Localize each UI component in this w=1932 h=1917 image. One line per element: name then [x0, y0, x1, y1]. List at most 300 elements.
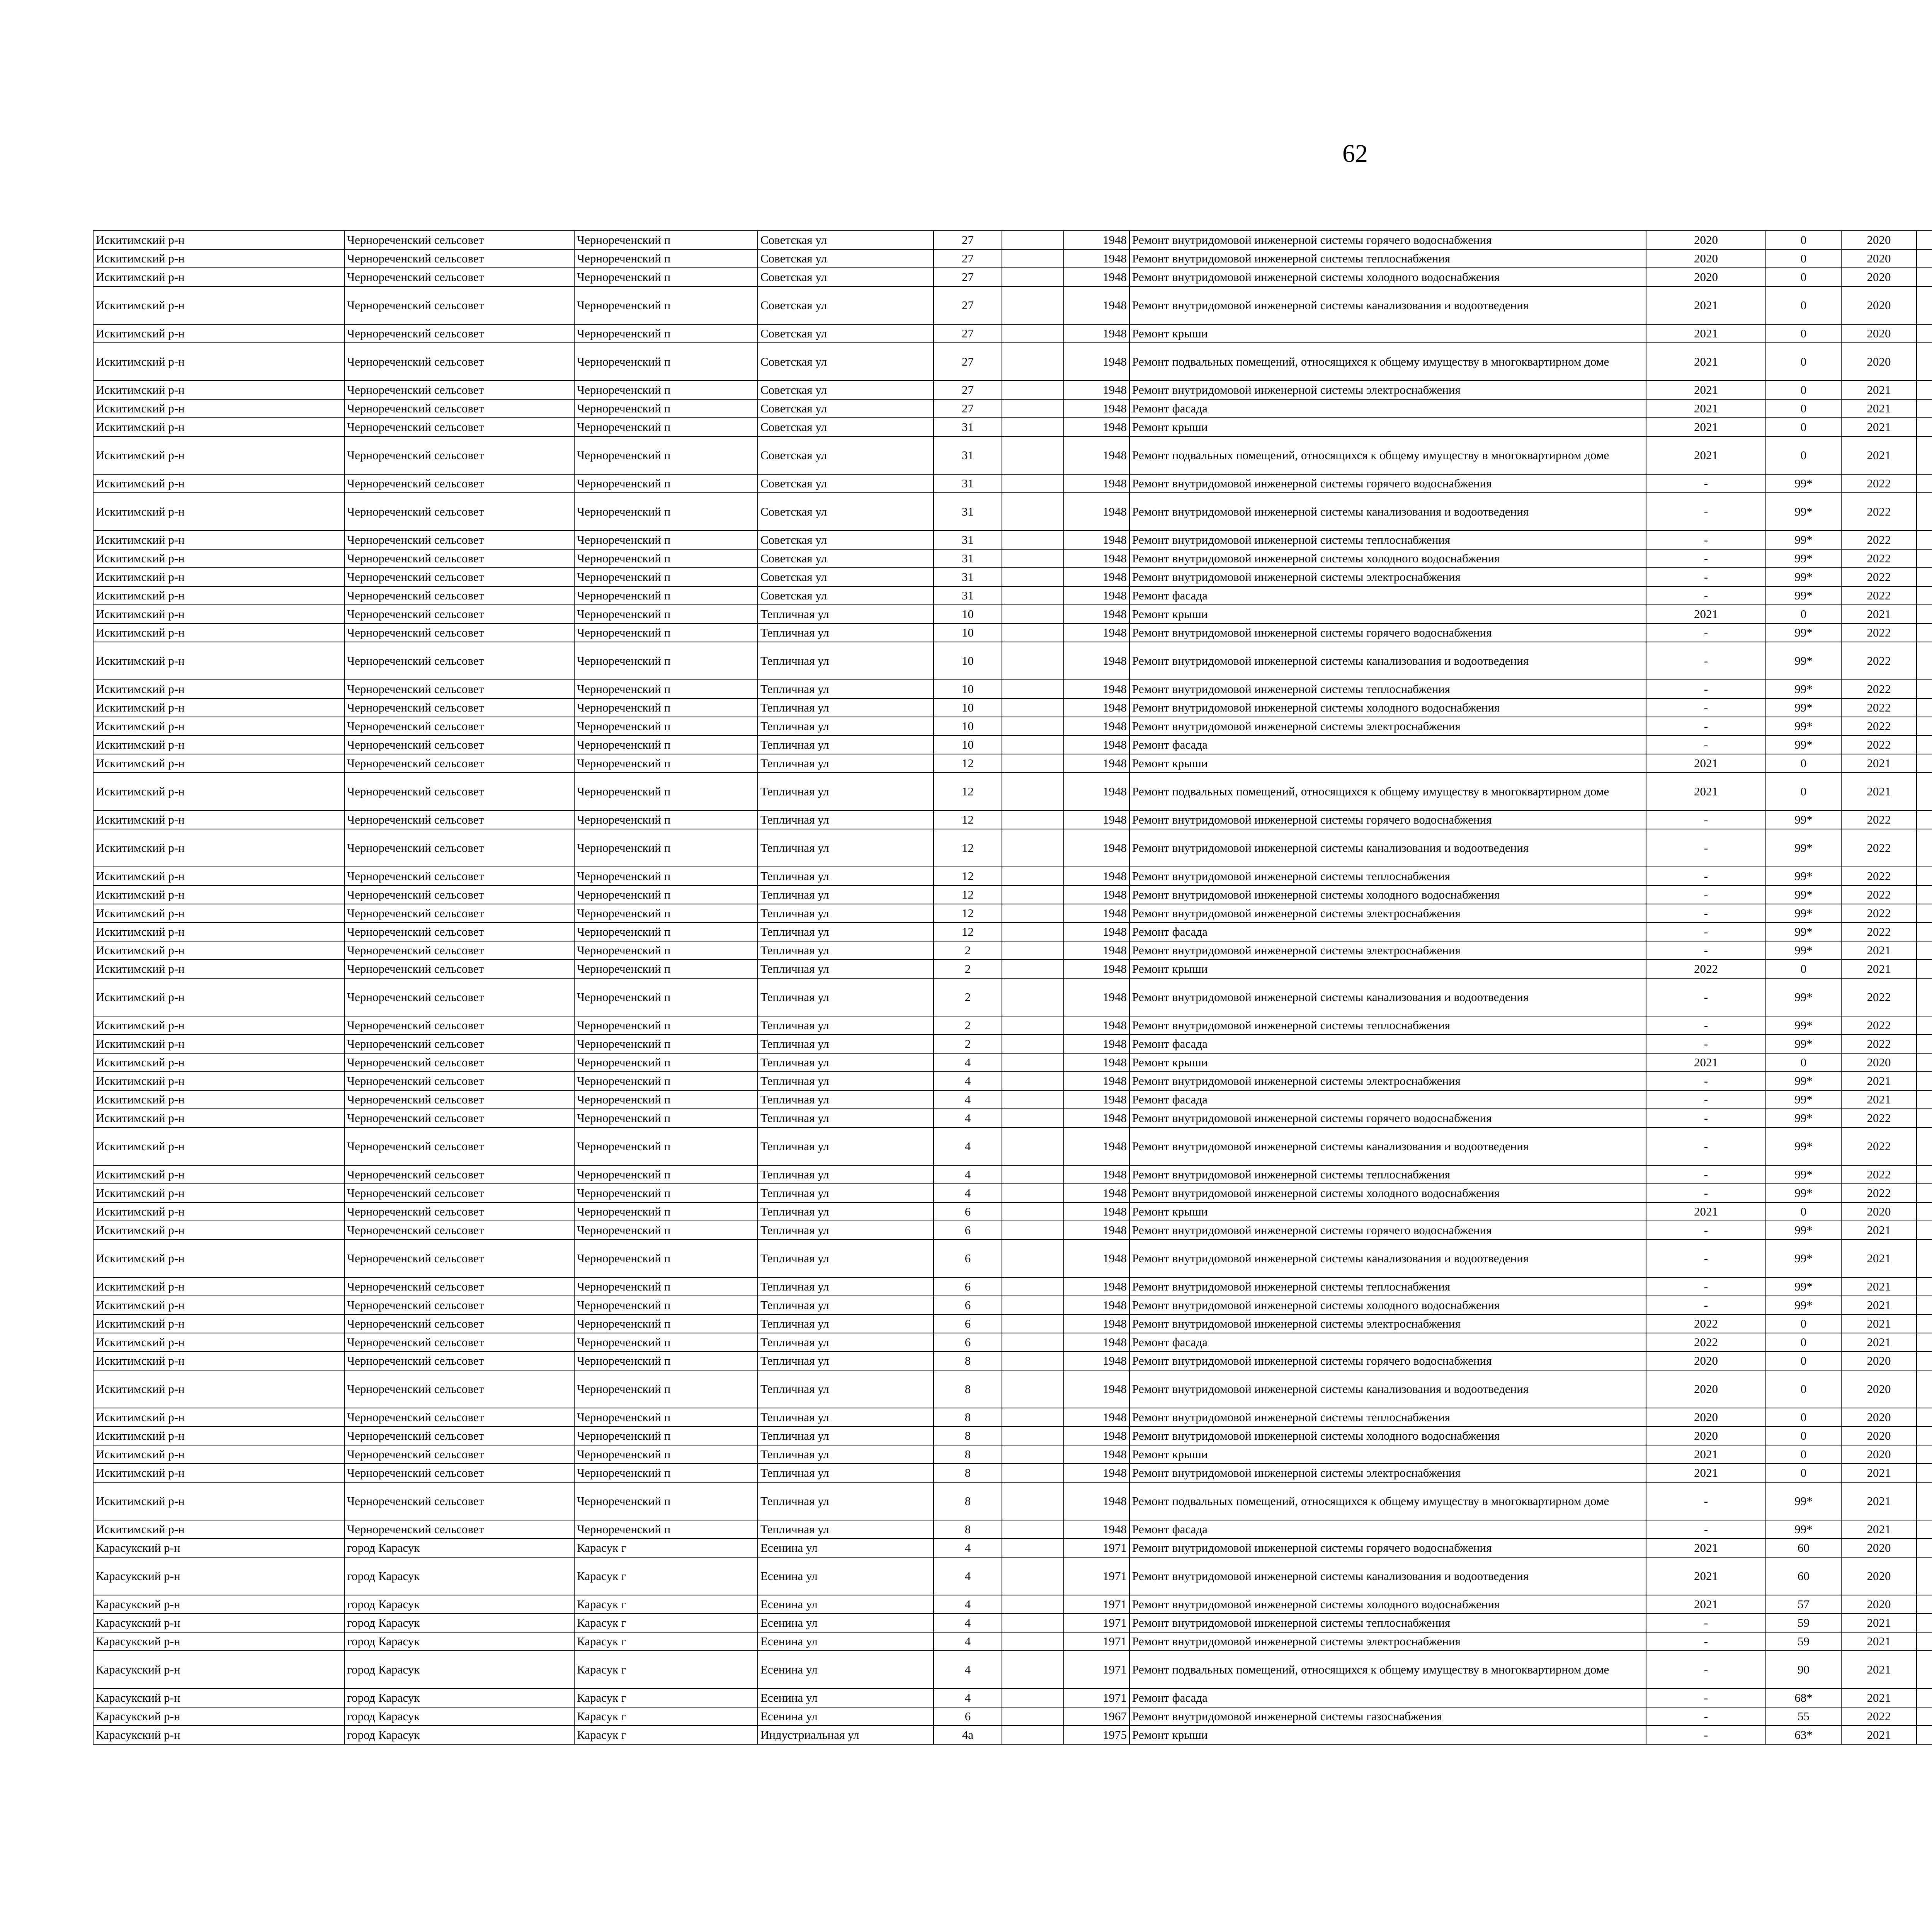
district-cell: Искитимский р-н [93, 1296, 344, 1314]
end-year-cell [1917, 249, 1932, 268]
start-year-cell: 2021 [1841, 399, 1917, 418]
district-cell: Искитимский р-н [93, 1053, 344, 1072]
table-row [93, 978, 1932, 1016]
district-cell: Искитимский р-н [93, 867, 344, 885]
district-cell: Карасукский р-н [93, 1539, 344, 1557]
wear-percent-cell: 0 [1766, 605, 1841, 623]
building-cell [1002, 268, 1064, 286]
district-cell: Искитимский р-н [93, 680, 344, 698]
building-cell [1002, 1689, 1064, 1707]
work-type-cell: Ремонт внутридомовой инженерной системы электроснабжения [1129, 941, 1646, 960]
municipality-cell: город Карасук [344, 1557, 574, 1595]
start-year-cell: 2020 [1841, 249, 1917, 268]
street-cell: Тепличная ул [758, 1314, 934, 1333]
work-type-cell: Ремонт фасада [1129, 1333, 1646, 1352]
street-cell: Тепличная ул [758, 1352, 934, 1370]
wear-percent-cell: 99* [1766, 586, 1841, 605]
planned-year-cell: - [1646, 1651, 1766, 1689]
building-cell [1002, 586, 1064, 605]
municipality-cell: Чернореченский сельсовет [344, 960, 574, 978]
building-cell [1002, 568, 1064, 586]
planned-year-cell: 2020 [1646, 1427, 1766, 1445]
table-row [93, 1090, 1932, 1109]
start-year-cell: 2022 [1841, 829, 1917, 867]
district-cell: Искитимский р-н [93, 381, 344, 399]
wear-percent-cell: 0 [1766, 1314, 1841, 1333]
work-type-cell: Ремонт крыши [1129, 1053, 1646, 1072]
table-row [93, 904, 1932, 923]
planned-year-cell: - [1646, 549, 1766, 568]
work-type-cell: Ремонт подвальных помещений, относящихся к общему имуществу в многоквартирном доме [1129, 1651, 1646, 1689]
settlement-cell: Чернореченский п [574, 286, 758, 324]
wear-percent-cell: 0 [1766, 1408, 1841, 1427]
municipality-cell: Чернореченский сельсовет [344, 1035, 574, 1053]
planned-year-cell: - [1646, 978, 1766, 1016]
start-year-cell: 2021 [1841, 418, 1917, 436]
work-type-cell: Ремонт внутридомовой инженерной системы канализования и водоотведения [1129, 642, 1646, 680]
building-cell [1002, 717, 1064, 735]
wear-percent-cell: 59 [1766, 1614, 1841, 1632]
end-year-cell [1917, 1539, 1932, 1557]
house-number-cell: 12 [934, 904, 1002, 923]
street-cell: Тепличная ул [758, 1165, 934, 1184]
end-year-cell [1917, 1221, 1932, 1239]
building-cell [1002, 605, 1064, 623]
settlement-cell: Чернореченский п [574, 531, 758, 549]
settlement-cell: Карасук г [574, 1632, 758, 1651]
year-built-cell: 1948 [1064, 773, 1129, 810]
work-type-cell: Ремонт фасада [1129, 1689, 1646, 1707]
year-built-cell: 1948 [1064, 1482, 1129, 1520]
wear-percent-cell: 60 [1766, 1557, 1841, 1595]
table-row [93, 1427, 1932, 1445]
table-row [93, 549, 1932, 568]
building-cell [1002, 436, 1064, 474]
house-number-cell: 2 [934, 1035, 1002, 1053]
planned-year-cell: - [1646, 1016, 1766, 1035]
end-year-cell [1917, 717, 1932, 735]
wear-percent-cell: 99* [1766, 1277, 1841, 1296]
building-cell [1002, 1557, 1064, 1595]
settlement-cell: Чернореченский п [574, 605, 758, 623]
street-cell: Советская ул [758, 493, 934, 531]
municipality-cell: Чернореченский сельсовет [344, 474, 574, 493]
municipality-cell: Чернореченский сельсовет [344, 268, 574, 286]
end-year-cell [1917, 810, 1932, 829]
house-number-cell: 27 [934, 286, 1002, 324]
start-year-cell: 2021 [1841, 754, 1917, 773]
house-number-cell: 31 [934, 586, 1002, 605]
start-year-cell: 2020 [1841, 324, 1917, 343]
building-cell [1002, 680, 1064, 698]
district-cell: Искитимский р-н [93, 1127, 344, 1165]
work-type-cell: Ремонт подвальных помещений, относящихся к общему имуществу в многоквартирном доме [1129, 773, 1646, 810]
house-number-cell: 6 [934, 1707, 1002, 1726]
planned-year-cell: 2021 [1646, 1539, 1766, 1557]
settlement-cell: Чернореченский п [574, 885, 758, 904]
building-cell [1002, 1651, 1064, 1689]
building-cell [1002, 1539, 1064, 1557]
end-year-cell [1917, 1277, 1932, 1296]
wear-percent-cell: 0 [1766, 436, 1841, 474]
table-row [93, 1277, 1932, 1296]
municipality-cell: Чернореченский сельсовет [344, 493, 574, 531]
house-number-cell: 12 [934, 773, 1002, 810]
house-number-cell: 6 [934, 1314, 1002, 1333]
street-cell: Тепличная ул [758, 1464, 934, 1482]
settlement-cell: Чернореченский п [574, 810, 758, 829]
start-year-cell: 2021 [1841, 1277, 1917, 1296]
start-year-cell: 2022 [1841, 568, 1917, 586]
year-built-cell: 1971 [1064, 1539, 1129, 1557]
street-cell: Тепличная ул [758, 642, 934, 680]
table-row [93, 1016, 1932, 1035]
wear-percent-cell: 0 [1766, 399, 1841, 418]
municipality-cell: Чернореченский сельсовет [344, 680, 574, 698]
municipality-cell: Чернореченский сельсовет [344, 735, 574, 754]
district-cell: Искитимский р-н [93, 923, 344, 941]
table-row [93, 381, 1932, 399]
end-year-cell [1917, 531, 1932, 549]
year-built-cell: 1948 [1064, 1427, 1129, 1445]
building-cell [1002, 1296, 1064, 1314]
municipality-cell: Чернореченский сельсовет [344, 1239, 574, 1277]
year-built-cell: 1948 [1064, 1445, 1129, 1464]
start-year-cell: 2022 [1841, 717, 1917, 735]
house-number-cell: 10 [934, 698, 1002, 717]
table-row [93, 268, 1932, 286]
building-cell [1002, 1632, 1064, 1651]
work-type-cell: Ремонт фасада [1129, 399, 1646, 418]
building-cell [1002, 474, 1064, 493]
start-year-cell: 2020 [1841, 1427, 1917, 1445]
building-cell [1002, 1595, 1064, 1614]
municipality-cell: Чернореченский сельсовет [344, 1053, 574, 1072]
municipality-cell: Чернореченский сельсовет [344, 885, 574, 904]
start-year-cell: 2022 [1841, 680, 1917, 698]
wear-percent-cell: 99* [1766, 735, 1841, 754]
year-built-cell: 1948 [1064, 1464, 1129, 1482]
work-type-cell: Ремонт внутридомовой инженерной системы газоснабжения [1129, 1707, 1646, 1726]
start-year-cell: 2021 [1841, 605, 1917, 623]
end-year-cell [1917, 381, 1932, 399]
table-row [93, 1165, 1932, 1184]
year-built-cell: 1948 [1064, 978, 1129, 1016]
street-cell: Тепличная ул [758, 1109, 934, 1127]
wear-percent-cell: 59 [1766, 1632, 1841, 1651]
wear-percent-cell: 57 [1766, 1595, 1841, 1614]
work-type-cell: Ремонт внутридомовой инженерной системы холодного водоснабжения [1129, 1427, 1646, 1445]
settlement-cell: Карасук г [574, 1557, 758, 1595]
planned-year-cell: - [1646, 923, 1766, 941]
municipality-cell: Чернореченский сельсовет [344, 1184, 574, 1202]
end-year-cell [1917, 549, 1932, 568]
house-number-cell: 2 [934, 960, 1002, 978]
municipality-cell: город Карасук [344, 1689, 574, 1707]
settlement-cell: Карасук г [574, 1539, 758, 1557]
wear-percent-cell: 0 [1766, 1370, 1841, 1408]
start-year-cell: 2020 [1841, 1557, 1917, 1595]
start-year-cell: 2022 [1841, 1127, 1917, 1165]
street-cell: Советская ул [758, 286, 934, 324]
planned-year-cell: 2021 [1646, 418, 1766, 436]
start-year-cell: 2022 [1841, 923, 1917, 941]
house-number-cell: 4 [934, 1109, 1002, 1127]
wear-percent-cell: 0 [1766, 1202, 1841, 1221]
year-built-cell: 1948 [1064, 1352, 1129, 1370]
end-year-cell [1917, 978, 1932, 1016]
house-number-cell: 4 [934, 1632, 1002, 1651]
year-built-cell: 1948 [1064, 754, 1129, 773]
end-year-cell [1917, 605, 1932, 623]
wear-percent-cell: 0 [1766, 324, 1841, 343]
street-cell: Тепличная ул [758, 810, 934, 829]
building-cell [1002, 399, 1064, 418]
house-number-cell: 10 [934, 680, 1002, 698]
year-built-cell: 1948 [1064, 586, 1129, 605]
municipality-cell: город Карасук [344, 1632, 574, 1651]
year-built-cell: 1948 [1064, 249, 1129, 268]
street-cell: Тепличная ул [758, 1221, 934, 1239]
building-cell [1002, 923, 1064, 941]
end-year-cell [1917, 1370, 1932, 1408]
municipality-cell: Чернореченский сельсовет [344, 231, 574, 249]
wear-percent-cell: 0 [1766, 343, 1841, 381]
start-year-cell: 2021 [1841, 1072, 1917, 1090]
year-built-cell: 1948 [1064, 1016, 1129, 1035]
street-cell: Индустриальная ул [758, 1726, 934, 1744]
street-cell: Советская ул [758, 418, 934, 436]
work-type-cell: Ремонт фасада [1129, 1035, 1646, 1053]
start-year-cell: 2021 [1841, 1314, 1917, 1333]
house-number-cell: 27 [934, 381, 1002, 399]
year-built-cell: 1948 [1064, 399, 1129, 418]
house-number-cell: 27 [934, 231, 1002, 249]
house-number-cell: 4 [934, 1165, 1002, 1184]
street-cell: Советская ул [758, 549, 934, 568]
street-cell: Тепличная ул [758, 978, 934, 1016]
street-cell: Советская ул [758, 249, 934, 268]
district-cell: Искитимский р-н [93, 1072, 344, 1090]
year-built-cell: 1948 [1064, 268, 1129, 286]
planned-year-cell: - [1646, 1239, 1766, 1277]
street-cell: Тепличная ул [758, 1520, 934, 1539]
work-type-cell: Ремонт внутридомовой инженерной системы теплоснабжения [1129, 249, 1646, 268]
municipality-cell: Чернореченский сельсовет [344, 436, 574, 474]
house-number-cell: 4 [934, 1053, 1002, 1072]
house-number-cell: 2 [934, 978, 1002, 1016]
house-number-cell: 4 [934, 1090, 1002, 1109]
settlement-cell: Чернореченский п [574, 1127, 758, 1165]
building-cell [1002, 1109, 1064, 1127]
house-number-cell: 4 [934, 1184, 1002, 1202]
street-cell: Тепличная ул [758, 1202, 934, 1221]
table-row [93, 1127, 1932, 1165]
table-row [93, 642, 1932, 680]
planned-year-cell: - [1646, 1296, 1766, 1314]
work-type-cell: Ремонт внутридомовой инженерной системы теплоснабжения [1129, 1614, 1646, 1632]
table-row [93, 1445, 1932, 1464]
planned-year-cell: - [1646, 1184, 1766, 1202]
table-row [93, 1689, 1932, 1707]
house-number-cell: 6 [934, 1239, 1002, 1277]
start-year-cell: 2021 [1841, 1239, 1917, 1277]
municipality-cell: Чернореченский сельсовет [344, 1352, 574, 1370]
building-cell [1002, 493, 1064, 531]
start-year-cell: 2022 [1841, 698, 1917, 717]
settlement-cell: Чернореченский п [574, 399, 758, 418]
start-year-cell: 2020 [1841, 1370, 1917, 1408]
municipality-cell: Чернореченский сельсовет [344, 773, 574, 810]
wear-percent-cell: 99* [1766, 642, 1841, 680]
table-row [93, 717, 1932, 735]
work-type-cell: Ремонт фасада [1129, 1090, 1646, 1109]
table-row [93, 1614, 1932, 1632]
street-cell: Тепличная ул [758, 923, 934, 941]
municipality-cell: Чернореченский сельсовет [344, 1482, 574, 1520]
work-type-cell: Ремонт внутридомовой инженерной системы теплоснабжения [1129, 531, 1646, 549]
settlement-cell: Чернореченский п [574, 1184, 758, 1202]
street-cell: Тепличная ул [758, 885, 934, 904]
municipality-cell: город Карасук [344, 1651, 574, 1689]
settlement-cell: Чернореченский п [574, 1464, 758, 1482]
house-number-cell: 2 [934, 1016, 1002, 1035]
street-cell: Советская ул [758, 381, 934, 399]
building-cell [1002, 867, 1064, 885]
street-cell: Есенина ул [758, 1689, 934, 1707]
work-type-cell: Ремонт внутридомовой инженерной системы горячего водоснабжения [1129, 1109, 1646, 1127]
house-number-cell: 12 [934, 885, 1002, 904]
end-year-cell [1917, 773, 1932, 810]
house-number-cell: 8 [934, 1520, 1002, 1539]
settlement-cell: Чернореченский п [574, 1352, 758, 1370]
settlement-cell: Чернореченский п [574, 923, 758, 941]
wear-percent-cell: 0 [1766, 268, 1841, 286]
planned-year-cell: 2021 [1646, 1595, 1766, 1614]
settlement-cell: Чернореченский п [574, 904, 758, 923]
house-number-cell: 10 [934, 642, 1002, 680]
end-year-cell [1917, 642, 1932, 680]
street-cell: Советская ул [758, 436, 934, 474]
settlement-cell: Чернореченский п [574, 941, 758, 960]
start-year-cell: 2022 [1841, 623, 1917, 642]
district-cell: Искитимский р-н [93, 1520, 344, 1539]
municipality-cell: Чернореченский сельсовет [344, 586, 574, 605]
start-year-cell: 2022 [1841, 904, 1917, 923]
settlement-cell: Чернореченский п [574, 1277, 758, 1296]
district-cell: Искитимский р-н [93, 698, 344, 717]
settlement-cell: Чернореченский п [574, 1109, 758, 1127]
table-row [93, 1726, 1932, 1744]
district-cell: Искитимский р-н [93, 1239, 344, 1277]
start-year-cell: 2021 [1841, 960, 1917, 978]
year-built-cell: 1948 [1064, 1408, 1129, 1427]
start-year-cell: 2020 [1841, 231, 1917, 249]
start-year-cell: 2021 [1841, 1651, 1917, 1689]
wear-percent-cell: 0 [1766, 418, 1841, 436]
start-year-cell: 2022 [1841, 1016, 1917, 1035]
work-type-cell: Ремонт внутридомовой инженерной системы горячего водоснабжения [1129, 231, 1646, 249]
street-cell: Тепличная ул [758, 773, 934, 810]
settlement-cell: Чернореченский п [574, 1035, 758, 1053]
district-cell: Искитимский р-н [93, 399, 344, 418]
work-type-cell: Ремонт внутридомовой инженерной системы теплоснабжения [1129, 1165, 1646, 1184]
street-cell: Тепличная ул [758, 1370, 934, 1408]
year-built-cell: 1948 [1064, 1370, 1129, 1408]
year-built-cell: 1948 [1064, 1109, 1129, 1127]
municipality-cell: Чернореченский сельсовет [344, 642, 574, 680]
table-row [93, 867, 1932, 885]
year-built-cell: 1948 [1064, 1221, 1129, 1239]
end-year-cell [1917, 1090, 1932, 1109]
planned-year-cell: - [1646, 1726, 1766, 1744]
municipality-cell: Чернореченский сельсовет [344, 1408, 574, 1427]
year-built-cell: 1948 [1064, 1296, 1129, 1314]
district-cell: Искитимский р-н [93, 1464, 344, 1482]
municipality-cell: Чернореченский сельсовет [344, 1202, 574, 1221]
street-cell: Тепличная ул [758, 1277, 934, 1296]
building-cell [1002, 1202, 1064, 1221]
wear-percent-cell: 99* [1766, 549, 1841, 568]
wear-percent-cell: 99* [1766, 531, 1841, 549]
end-year-cell [1917, 1632, 1932, 1651]
year-built-cell: 1948 [1064, 1072, 1129, 1090]
house-number-cell: 8 [934, 1445, 1002, 1464]
work-type-cell: Ремонт внутридомовой инженерной системы канализования и водоотведения [1129, 1239, 1646, 1277]
municipality-cell: Чернореченский сельсовет [344, 381, 574, 399]
end-year-cell [1917, 286, 1932, 324]
municipality-cell: Чернореченский сельсовет [344, 1445, 574, 1464]
year-built-cell: 1948 [1064, 231, 1129, 249]
planned-year-cell: 2021 [1646, 324, 1766, 343]
year-built-cell: 1971 [1064, 1614, 1129, 1632]
district-cell: Искитимский р-н [93, 829, 344, 867]
work-type-cell: Ремонт подвальных помещений, относящихся к общему имуществу в многоквартирном доме [1129, 436, 1646, 474]
house-number-cell: 4 [934, 1595, 1002, 1614]
year-built-cell: 1948 [1064, 642, 1129, 680]
house-number-cell: 10 [934, 717, 1002, 735]
building-cell [1002, 1707, 1064, 1726]
start-year-cell: 2022 [1841, 642, 1917, 680]
settlement-cell: Чернореченский п [574, 1239, 758, 1277]
table-row [93, 1296, 1932, 1314]
settlement-cell: Чернореченский п [574, 1427, 758, 1445]
municipality-cell: Чернореченский сельсовет [344, 867, 574, 885]
street-cell: Тепличная ул [758, 867, 934, 885]
municipality-cell: Чернореченский сельсовет [344, 1520, 574, 1539]
wear-percent-cell: 0 [1766, 960, 1841, 978]
start-year-cell: 2020 [1841, 268, 1917, 286]
table-row [93, 1184, 1932, 1202]
building-cell [1002, 810, 1064, 829]
settlement-cell: Чернореченский п [574, 623, 758, 642]
wear-percent-cell: 99* [1766, 1239, 1841, 1277]
planned-year-cell: - [1646, 1127, 1766, 1165]
municipality-cell: Чернореченский сельсовет [344, 1072, 574, 1090]
table-row [93, 941, 1932, 960]
street-cell: Советская ул [758, 268, 934, 286]
table-row [93, 698, 1932, 717]
table-row [93, 680, 1932, 698]
year-built-cell: 1948 [1064, 680, 1129, 698]
building-cell [1002, 1016, 1064, 1035]
planned-year-cell: 2020 [1646, 231, 1766, 249]
settlement-cell: Чернореченский п [574, 586, 758, 605]
wear-percent-cell: 99* [1766, 568, 1841, 586]
district-cell: Искитимский р-н [93, 1408, 344, 1427]
municipality-cell: Чернореченский сельсовет [344, 923, 574, 941]
planned-year-cell: - [1646, 642, 1766, 680]
